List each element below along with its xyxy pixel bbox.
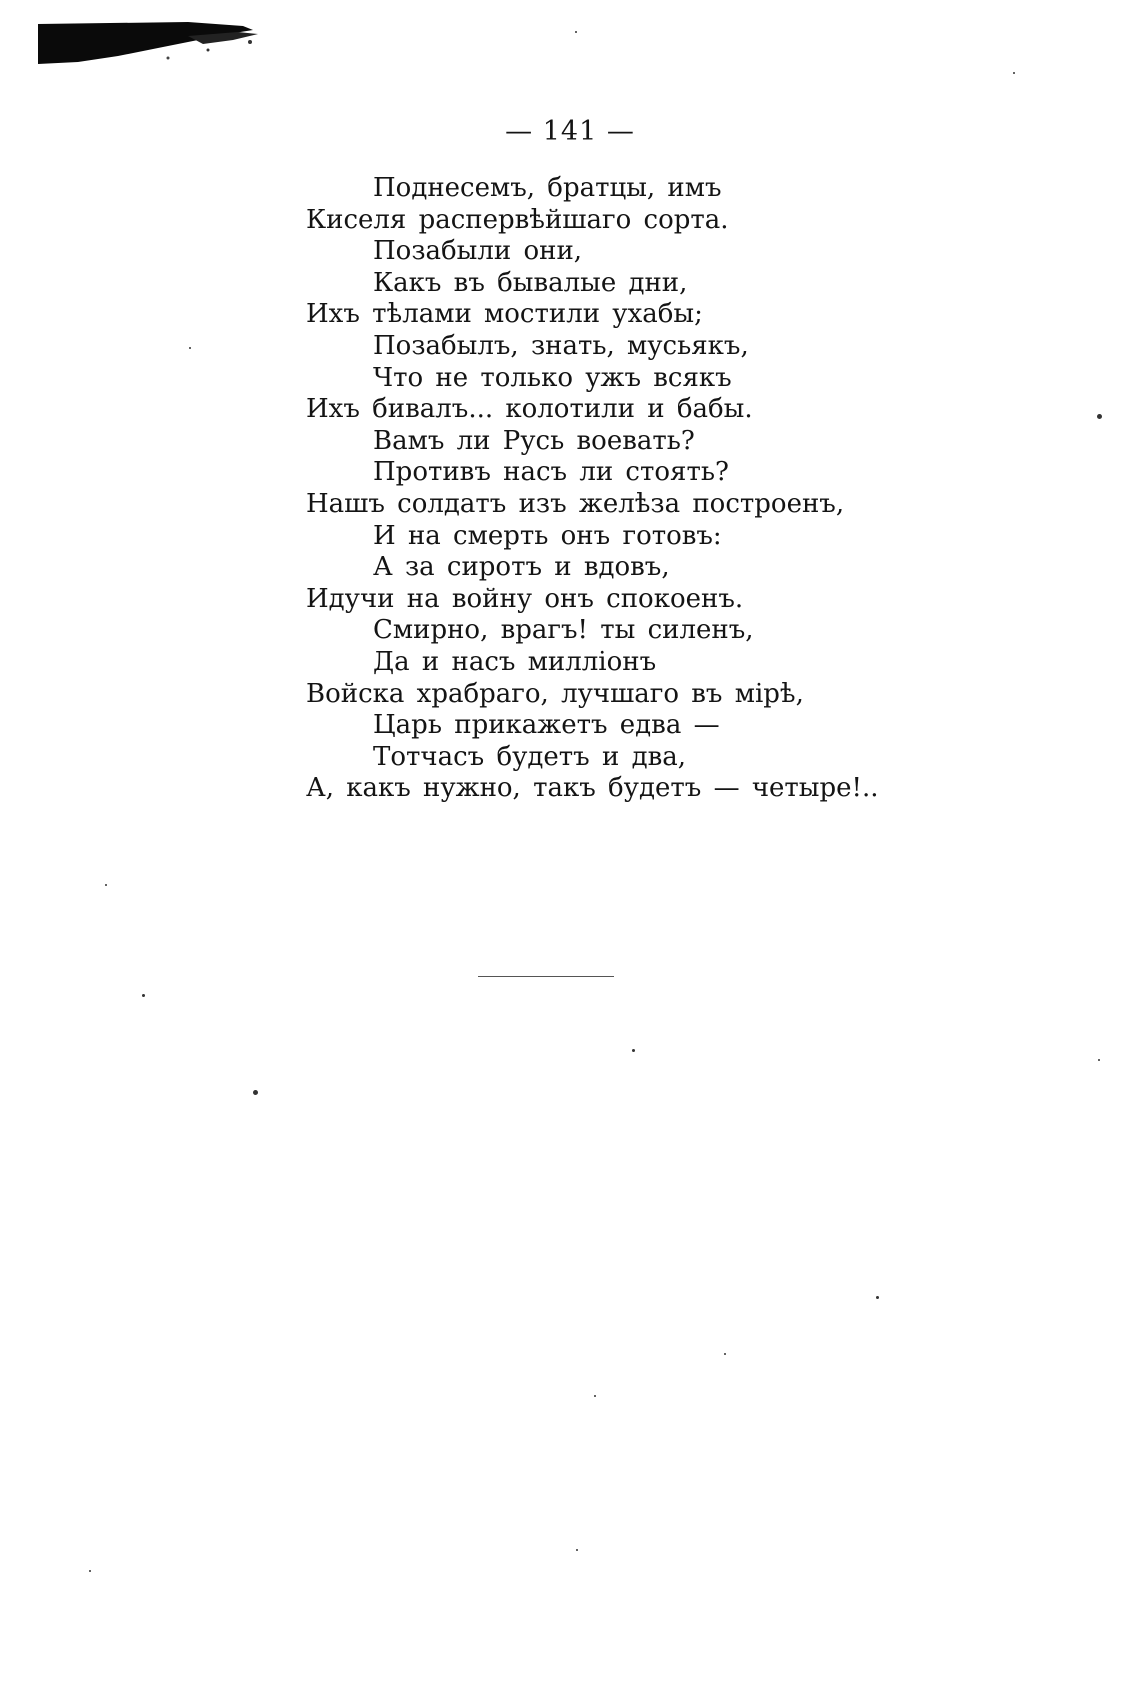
speck-mark bbox=[1098, 1059, 1100, 1061]
poem-line: А, какъ нужно, такъ будетъ — четыре!.. bbox=[306, 773, 879, 804]
poem-line: Киселя распервѣйшаго сорта. bbox=[306, 204, 729, 235]
poem-line: Поднесемъ, братцы, имъ bbox=[373, 173, 722, 203]
poem-line: Да и насъ милліонъ bbox=[373, 647, 657, 677]
poem-line: А за сиротъ и вдовъ, bbox=[373, 552, 670, 583]
poem-line: Войска храбраго, лучшаго въ мірѣ, bbox=[306, 678, 804, 709]
poem-line: Позабыли они, bbox=[373, 236, 583, 267]
speck-mark bbox=[576, 1549, 578, 1551]
poem-line: Нашъ солдатъ изъ желѣза построенъ, bbox=[306, 489, 845, 519]
speck-mark bbox=[105, 884, 107, 886]
page-number: — 141 — bbox=[505, 116, 635, 147]
scan-ink-smudge bbox=[38, 22, 258, 66]
poem-line: Позабылъ, знать, мусьякъ, bbox=[373, 331, 749, 361]
poem-line: Противъ насъ ли стоять? bbox=[373, 457, 729, 488]
speck-mark bbox=[1097, 414, 1102, 419]
speck-mark bbox=[142, 994, 145, 997]
poem-line: Какъ въ бывалые дни, bbox=[373, 267, 688, 298]
speck-mark bbox=[575, 31, 577, 33]
poem-line: Что не только ужъ всякъ bbox=[373, 362, 732, 393]
speck-mark bbox=[189, 347, 191, 349]
speck-mark bbox=[594, 1395, 596, 1397]
poem-line: Вамъ ли Русь воевать? bbox=[373, 425, 695, 456]
poem-line: Ихъ тѣлами мостили ухабы; bbox=[306, 299, 703, 330]
speck-mark bbox=[253, 1090, 258, 1095]
speck-mark bbox=[632, 1049, 635, 1052]
poem-line: Царь прикажетъ едва — bbox=[373, 710, 720, 741]
poem-line: Тотчасъ будетъ и два, bbox=[373, 741, 686, 772]
speck-mark bbox=[724, 1353, 726, 1355]
poem-line: И на смерть онъ готовъ: bbox=[373, 520, 722, 551]
speck-mark bbox=[1013, 72, 1015, 74]
speck-mark bbox=[89, 1570, 91, 1572]
poem-line: Ихъ бивалъ... колотили и бабы. bbox=[306, 394, 753, 425]
speck-mark bbox=[876, 1296, 879, 1299]
section-divider bbox=[478, 976, 614, 977]
poem-line: Смирно, врагъ! ты силенъ, bbox=[373, 615, 754, 646]
poem-line: Идучи на войну онъ спокоенъ. bbox=[306, 583, 744, 614]
